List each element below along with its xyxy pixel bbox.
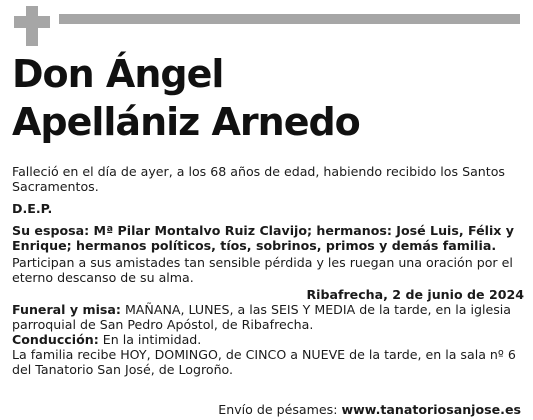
cross-horizontal-bar — [14, 16, 50, 28]
condolences-footer — [218, 402, 521, 417]
cross-icon — [14, 6, 50, 46]
family-text: Su esposa: Mª Pilar Montalvo Ruiz Clavijo; hermanos: José Luis, Félix y Enrique; hermanos políticos, tíos, sobrinos, primos y demás familia. — [12, 223, 515, 253]
header-rule — [59, 14, 520, 24]
condolences-label: Envío de pésames: — [218, 402, 342, 417]
invite-text: Participan a sus amistades tan sensible pérdida y les ruegan una oración por el eterno descanso de su alma. — [12, 255, 513, 285]
condolences-link[interactable]: www.tanatoriosanjose.es — [341, 402, 521, 417]
funeral-label: Funeral y misa: — [12, 302, 121, 317]
intro-text: Falleció en el día de ayer, a los 68 años de edad, habiendo recibido los Santos Sacramentos. — [12, 164, 505, 194]
deceased-name-line1: Don Ángel — [12, 52, 224, 96]
funeral-text: MAÑANA, LUNES, a las SEIS Y MEDIA de la tarde, en la iglesia parroquial de San Pedro Apóstol, de Ribafrecha. — [12, 302, 511, 332]
deceased-name-line2: Apellániz Arnedo — [12, 100, 360, 144]
conduccion-paragraph — [12, 332, 524, 347]
conduccion-text: En la intimidad. — [98, 332, 202, 347]
place-date: Ribafrecha, 2 de junio de 2024 — [306, 287, 524, 302]
funeral-paragraph — [12, 302, 524, 332]
conduccion-label: Conducción: — [12, 332, 99, 347]
visiting-text: La familia recibe HOY, DOMINGO, de CINCO a NUEVE de la tarde, en la sala nº 6 del Tanatorio San José, de Logroño. — [12, 347, 516, 377]
notice-body — [12, 164, 524, 377]
deceased-name — [12, 50, 360, 146]
dep-text: D.E.P. — [12, 201, 53, 216]
